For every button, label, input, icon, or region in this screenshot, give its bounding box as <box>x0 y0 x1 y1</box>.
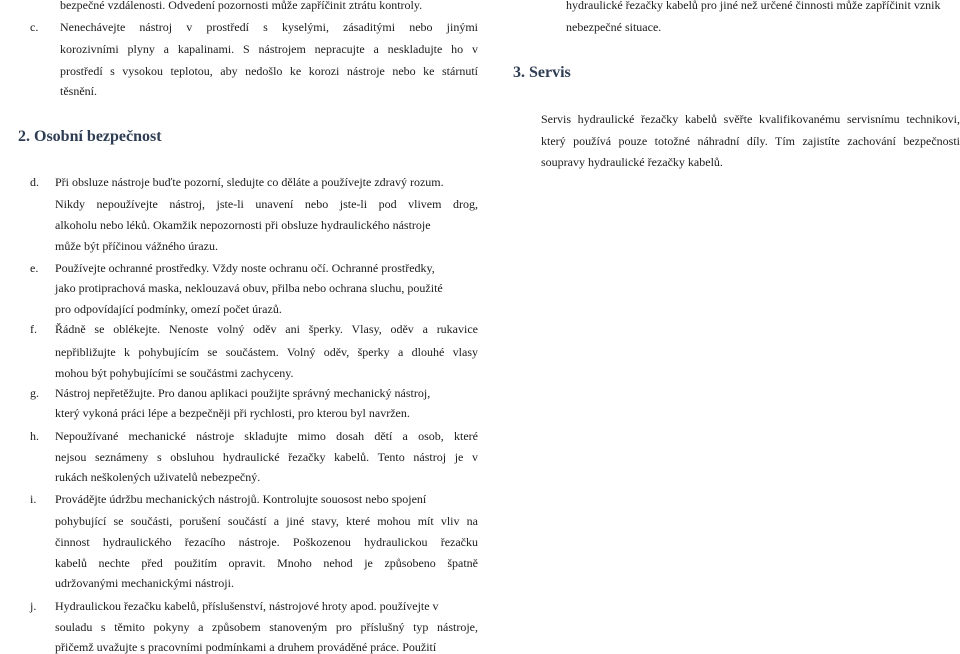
list-marker: c. <box>30 20 39 34</box>
list-marker: j. <box>30 599 37 613</box>
text-line: prostředí s vysokou teplotou, aby nedošlo ke korozi nástroje nebo ke stárnutí <box>60 64 478 78</box>
text-line: Při obsluze nástroje buďte pozorní, sledujte co děláte a používejte zdravý rozum. <box>55 175 444 189</box>
list-marker: i. <box>30 492 37 506</box>
text-line: pro odpovídající podmínky, omezí počet úrazů. <box>55 302 282 316</box>
text-line: Nepoužívané mechanické nástroje skladujte mimo dosah dětí a osob, které <box>55 429 478 443</box>
section-heading: 2. Osobní bezpečnost <box>18 128 162 145</box>
text-line: kabelů nechte před použitím opravit. Mnoho nehod je způsobeno špatně <box>55 556 478 570</box>
text-line: Nenechávejte nástroj v prostředí s kyselými, zásaditými nebo jinými <box>60 20 478 34</box>
list-marker: e. <box>30 261 39 275</box>
text-line: pohybující se součásti, porušení součástí a jiné stavy, které mohou mít vliv na <box>55 514 478 528</box>
text-line: Nikdy nepoužívejte nástroj, jste-li unavení nebo jste-li pod vlivem drog, <box>55 197 478 211</box>
text-line: mohou být pohybujícími se součástmi zachyceny. <box>55 366 294 380</box>
text-line: Nástroj nepřetěžujte. Pro danou aplikaci použijte správný mechanický nástroj, <box>55 386 431 400</box>
text-line: Hydraulickou řezačku kabelů, příslušenství, nástrojové hroty apod. používejte v <box>55 599 439 613</box>
text-line: Používejte ochranné prostředky. Vždy noste ochranu očí. Ochranné prostředky, <box>55 261 435 275</box>
text-line: Řádně se oblékejte. Nenoste volný oděv ani šperky. Vlasy, oděv a rukavice <box>55 322 478 336</box>
text-line: těsnění. <box>60 84 97 98</box>
list-marker: g. <box>30 386 39 400</box>
text-line: může být příčinou vážného úrazu. <box>55 239 218 253</box>
text-line: bezpečné vzdálenosti. Odvedení pozornosti může zapříčinit ztrátu kontroly. <box>60 0 423 12</box>
text-line: Servis hydraulické řezačky kabelů svěřte kvalifikovanému servisnímu technikovi, <box>541 112 960 126</box>
text-line: alkoholu nebo léků. Okamžik nepozornosti při obsluze hydraulického nástroje <box>55 218 431 232</box>
text-line: udržovanými mechanickými nástroji. <box>55 576 234 590</box>
text-line: činnost hydraulického řezacího nástroje. Poškozenou hydraulickou řezačku <box>55 535 478 549</box>
text-line: který vykoná práci lépe a bezpečněji při rychlosti, pro kterou byl navržen. <box>55 406 410 420</box>
text-line: soupravy hydraulické řezačky kabelů. <box>541 155 723 169</box>
text-line: jako protiprachová maska, neklouzavá obuv, přilba nebo ochrana sluchu, použité <box>55 281 443 295</box>
text-line: Provádějte údržbu mechanických nástrojů. Kontrolujte souosost nebo spojení <box>55 492 427 506</box>
text-line: přičemž uvažujte s pracovními podmínkami a druhem prováděné práce. Použití <box>55 640 437 654</box>
text-line: rukách neškolených uživatelů nebezpečný. <box>55 470 261 484</box>
text-line: souladu s těmito pokyny a způsobem stanoveným pro příslušný typ nástroje, <box>55 620 478 634</box>
text-line: nebezpečné situace. <box>566 20 662 34</box>
list-marker: d. <box>30 175 39 189</box>
text-line: korozivními plyny a kapalinami. S nástrojem nepracujte a neskladujte ho v <box>60 42 478 56</box>
section-heading: 3. Servis <box>513 64 571 81</box>
list-marker: f. <box>30 322 37 336</box>
text-line: hydraulické řezačky kabelů pro jiné než určené činnosti může zapříčinit vznik <box>566 0 941 12</box>
text-line: který používá pouze totožné náhradní díly. Tím zajistíte zachování bezpečnosti <box>541 134 960 148</box>
list-marker: h. <box>30 429 39 443</box>
text-line: nejsou seznámeny s obsluhou hydraulické řezačky kabelů. Tento nástroj je v <box>55 450 478 464</box>
text-line: nepřibližujte k pohybujícím se součástem. Volný oděv, šperky a dlouhé vlasy <box>55 345 478 359</box>
